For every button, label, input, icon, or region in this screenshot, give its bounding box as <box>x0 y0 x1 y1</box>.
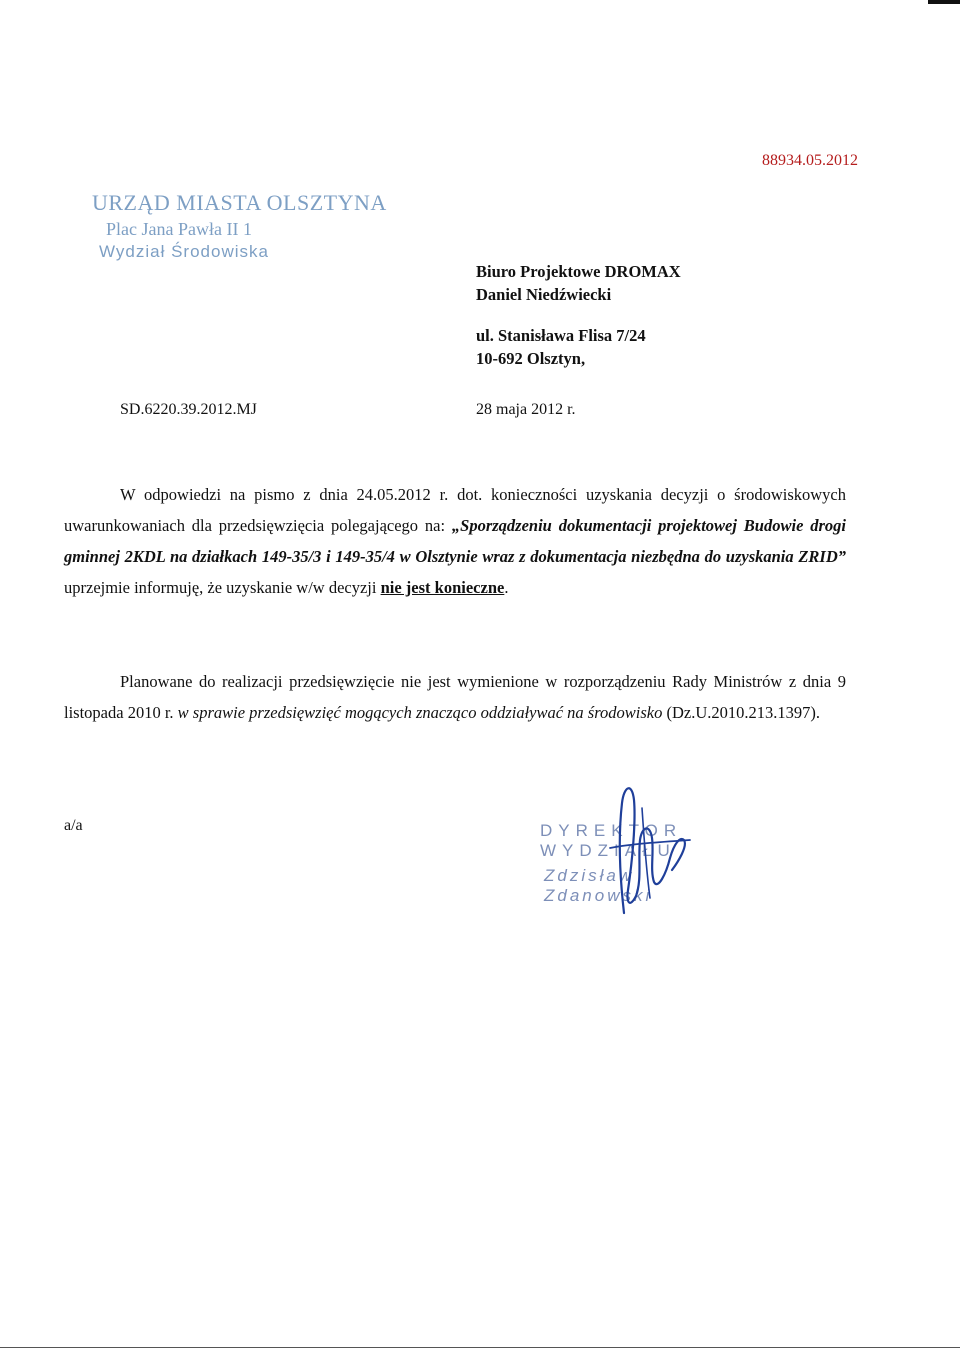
document-date: 28 maja 2012 r. <box>476 401 576 418</box>
scan-corner-mark <box>928 0 960 4</box>
office-stamp <box>92 192 387 260</box>
case-number: SD.6220.39.2012.MJ <box>120 401 257 418</box>
bottom-rule <box>0 1347 960 1348</box>
addressee-street: ul. Stanisława Flisa 7/24 <box>476 326 646 345</box>
paragraph-reply <box>64 479 846 603</box>
project-name: „Sporządzeniu dokumentacji projektowej Budowie drogi gminnej 2KDL na działkach 149-35/3 i 149-35/4 w Olsztynie wraz z dokumentacja niezbędna do uzyskania ZRID” <box>64 516 846 566</box>
reference-number: 88934.05.2012 <box>762 152 858 169</box>
director-stamp-title: DYREKTOR WYDZIAŁU <box>540 821 683 860</box>
director-stamp-name: Zdzisław Zdanowski <box>544 866 653 905</box>
regulation-citation: (Dz.U.2010.213.1397). <box>662 703 821 722</box>
reply-intro: W odpowiedzi na pismo z dnia 24.05.2012 r. dot. konieczności uzyskania decyzji o środowiskowych uwarunkowaniach dla przedsięwzięcia polegającego na: <box>64 485 846 535</box>
office-stamp-line3: Wydział Środowiska <box>99 242 269 261</box>
reply-emphasis: nie jest konieczne <box>380 578 505 597</box>
regulation-text: Planowane do realizacji przedsięwzięcie nie jest wymienione w rozporządzeniu Rady Ministrów z dnia 9 listopada 2010 r. <box>64 672 846 722</box>
addressee-city: 10-692 Olsztyn, <box>476 349 586 368</box>
addressee-block <box>476 260 681 370</box>
office-stamp-line2: Plac Jana Pawła II 1 <box>106 219 252 239</box>
reply-end: . <box>504 578 509 597</box>
addressee-company: Biuro Projektowe DROMAX <box>476 262 681 281</box>
regulation-title: w sprawie przedsięwzięć mogących znacząco oddziaływać na środowisko <box>177 703 663 722</box>
office-stamp-line1: URZĄD MIASTA OLSZTYNA <box>92 190 387 215</box>
aa-mark: a/a <box>64 817 83 834</box>
addressee-person: Daniel Niedźwiecki <box>476 285 612 304</box>
handwritten-signature <box>580 778 700 918</box>
paragraph-regulation <box>64 666 846 728</box>
reply-middle: uprzejmie informuję, że uzyskanie w/w decyzji <box>64 578 381 597</box>
